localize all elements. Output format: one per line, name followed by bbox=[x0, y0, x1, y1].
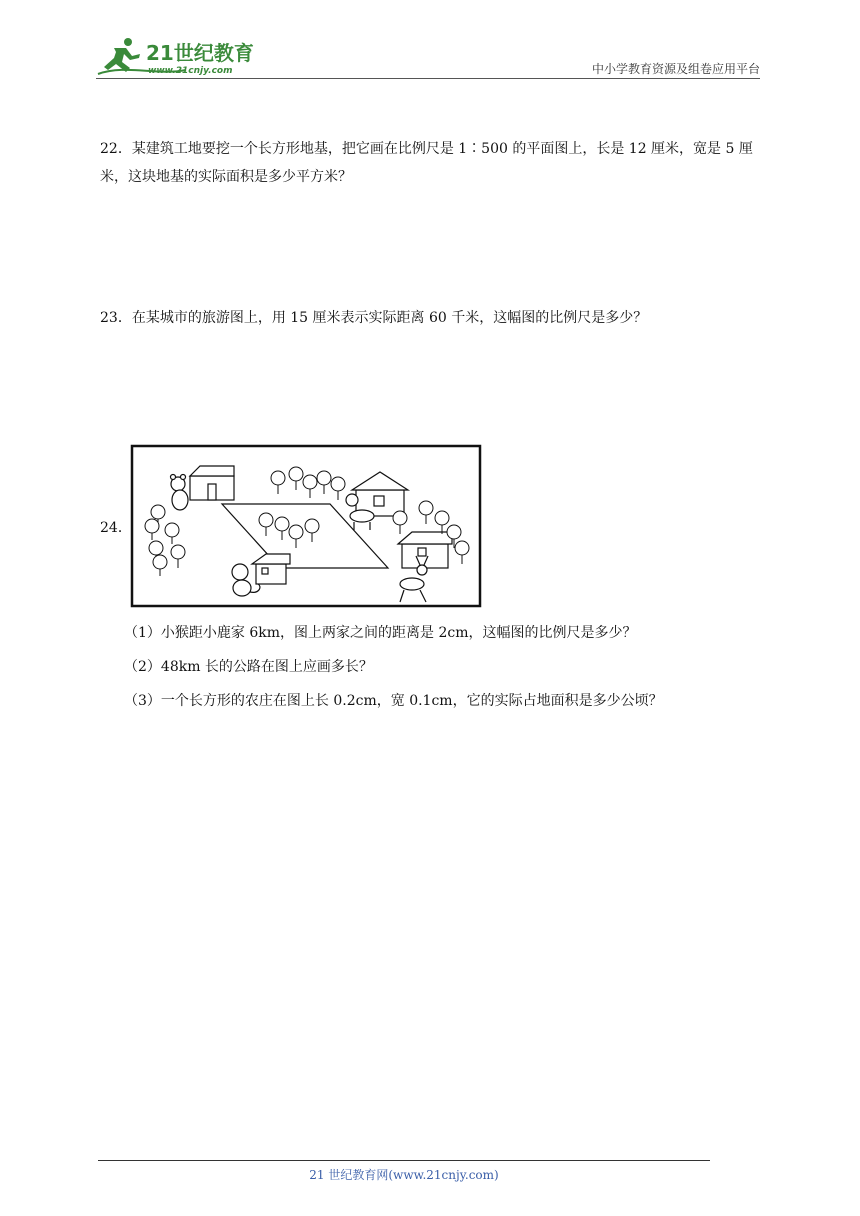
sub-question-3: （3）一个长方形的农庄在图上长 0.2cm，宽 0.1cm，它的实际占地面积是多少公顷？ bbox=[124, 693, 663, 709]
logo-url: www.21cnjy.com bbox=[148, 66, 233, 76]
footer-text: 21 世纪教育网(www.21cnjy.com) bbox=[309, 1168, 499, 1182]
map-illustration bbox=[130, 444, 482, 608]
house-icon bbox=[190, 466, 234, 500]
sub-question-1: （1）小猴距小鹿家 6km，图上两家之间的距离是 2cm，这幅图的比例尺是多少？ bbox=[124, 625, 637, 641]
question-22: 22．某建筑工地要挖一个长方形地基，把它画在比例尺是 1∶500 的平面图上，长是 12 厘米，宽是 5 厘米，这块地基的实际面积是多少平方米？ bbox=[100, 141, 753, 185]
sub-question-2: （2）48km 长的公路在图上应画多长？ bbox=[124, 659, 373, 675]
header-divider bbox=[96, 78, 760, 79]
question-24-number: 24． bbox=[100, 520, 132, 536]
site-logo bbox=[96, 34, 266, 78]
footer-divider bbox=[98, 1160, 710, 1161]
platform-name: 中小学教育资源及组卷应用平台 bbox=[591, 62, 760, 76]
question-23: 23．在某城市的旅游图上，用 15 厘米表示实际距离 60 千米，这幅图的比例尺是多少？ bbox=[100, 310, 648, 326]
logo-text: 21世纪教育 bbox=[146, 41, 254, 65]
